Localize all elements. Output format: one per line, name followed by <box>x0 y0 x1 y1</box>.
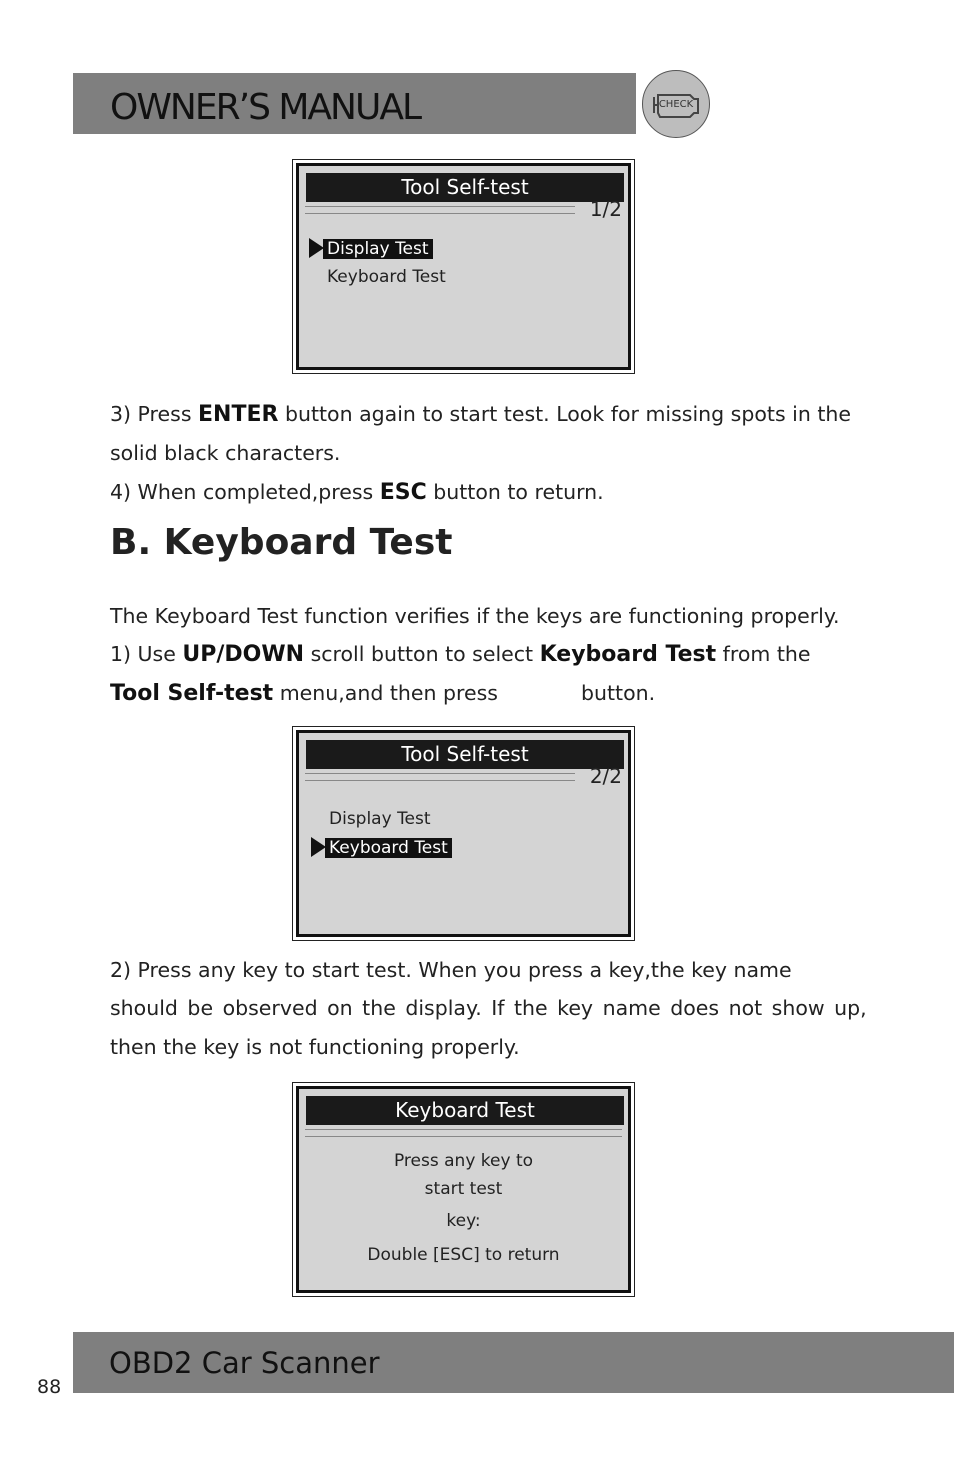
screen-page-indicator: 2/2 <box>589 764 622 788</box>
step-4: 4) When completed,press ESC button to return. <box>110 480 604 505</box>
header-bar <box>73 73 636 134</box>
screen-page-indicator: 1/2 <box>589 197 622 221</box>
menu-item-display-test[interactable]: Display Test <box>329 809 431 829</box>
step-2-line-3: then the key is not functioning properly. <box>110 1035 520 1059</box>
key-readout-label: key: <box>446 1211 481 1231</box>
step-1-line-1: 1) Use UP/DOWN scroll button to select Keyboard Test from the <box>110 642 811 667</box>
esc-key-label: ESC <box>379 480 427 505</box>
screen-title: Tool Self-test <box>306 173 624 202</box>
cursor-arrow-icon <box>309 238 324 258</box>
footer-bar <box>73 1332 954 1393</box>
menu-item-display-test[interactable]: Display Test <box>323 239 433 259</box>
footer-title: OBD2 Car Scanner <box>109 1346 380 1380</box>
manual-title: OWNER’S MANUAL <box>110 87 421 128</box>
screen-tool-self-test-1 <box>292 159 635 374</box>
step-2-line-1: 2) Press any key to start test. When you press a key,the key name <box>110 958 792 982</box>
instruction-line-1: Press any key to <box>393 1151 534 1171</box>
screen-tool-self-test-2 <box>292 726 635 941</box>
instruction-line-2: start test <box>424 1179 503 1199</box>
section-heading-keyboard-test: B. Keyboard Test <box>110 522 453 563</box>
page-number: 88 <box>37 1376 62 1398</box>
step-1-line-2: Tool Self-test menu,and then press <box>110 681 498 706</box>
enter-key-label: ENTER <box>198 402 279 427</box>
step-2-line-2: should be observed on the display. If the key name does not show up, <box>110 996 867 1020</box>
cursor-arrow-icon <box>311 837 326 857</box>
return-hint: Double [ESC] to return <box>367 1245 560 1265</box>
menu-item-keyboard-test[interactable]: Keyboard Test <box>327 267 446 287</box>
step-3-line-2: solid black characters. <box>110 441 341 465</box>
screen-title: Keyboard Test <box>306 1096 624 1125</box>
screen-keyboard-test <box>292 1082 635 1297</box>
step-1-button-word: button. <box>581 681 656 705</box>
check-badge-label: CHECK <box>658 99 694 110</box>
step-3-line-1: 3) Press ENTER button again to start test. Look for missing spots in the <box>110 402 852 427</box>
intro-paragraph: The Keyboard Test function verifies if the keys are functioning properly. <box>110 604 840 628</box>
menu-item-keyboard-test[interactable]: Keyboard Test <box>325 838 452 858</box>
check-engine-icon <box>642 70 710 138</box>
screen-title: Tool Self-test <box>306 740 624 769</box>
